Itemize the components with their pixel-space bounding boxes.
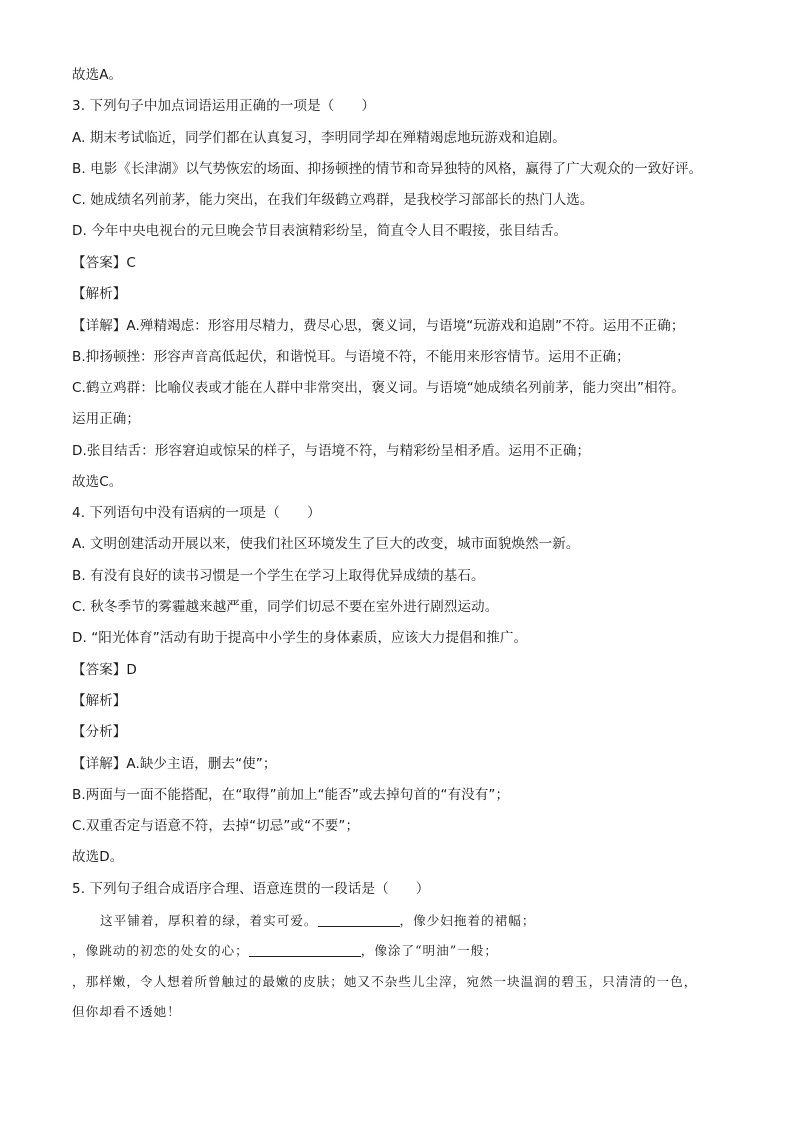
text-line: 故选C。 bbox=[72, 474, 123, 490]
answer-blank bbox=[318, 912, 400, 927]
option-c: C. 她成绩名列前茅，能力突出，在我们年级鹤立鸡群，是我校学习部部长的热门人选。 bbox=[72, 192, 594, 208]
question-3: 3. 下列句子中加点词语运用正确的一项是（ ） bbox=[72, 98, 376, 114]
explanation-line: B.两面与一面不能搭配，在“取得”前加上“能否”或去掉句首的“有没有”； bbox=[72, 787, 510, 803]
explanation-line: 运用正确； bbox=[72, 411, 140, 427]
explanation-line: D.张目结舌：形容窘迫或惊呆的样子，与语境不符，与精彩纷呈相矛盾。运用不正确； bbox=[72, 443, 591, 459]
option-c: C. 秋冬季节的雾霾越来越严重，同学们切忌不要在室外进行剧烈运动。 bbox=[72, 599, 499, 615]
option-d: D. 今年中央电视台的元旦晚会节目表演精彩纷呈，简直令人目不暇接，张目结舌。 bbox=[72, 223, 568, 239]
passage-line: ，那样嫩，令人想着所曾触过的最嫩的皮肤；她又不杂些儿尘滓，宛然一块温润的碧玉，只清清的一色， bbox=[72, 974, 698, 989]
analysis-label: 【解析】 bbox=[72, 693, 127, 709]
passage-text: 这平铺着，厚积着的绿，着实可爱。 bbox=[100, 913, 318, 928]
passage-text: ，像涂了“明油”一般； bbox=[360, 943, 498, 958]
text-line: 故选A。 bbox=[72, 67, 123, 83]
passage-text: ，像少妇拖着的裙幅； bbox=[399, 913, 536, 928]
option-d: D. “阳光体育”活动有助于提高中小学生的身体素质，应该大力提倡和推广。 bbox=[72, 630, 528, 646]
text-line: 故选D。 bbox=[72, 849, 124, 865]
passage-line: 但你却看不透她！ bbox=[72, 1004, 181, 1019]
option-a: A. 文明创建活动开展以来，使我们社区环境发生了巨大的改变，城市面貌焕然一新。 bbox=[72, 536, 580, 552]
explanation-line: B.抑扬顿挫：形容声音高低起伏，和谐悦耳。与语境不符，不能用来形容情节。运用不正确； bbox=[72, 349, 630, 365]
answer-blank bbox=[249, 942, 361, 957]
explanation-line: 【详解】A.缺少主语，删去“使”； bbox=[72, 756, 277, 772]
explanation-line: 【详解】A.殚精竭虑：形容用尽精力，费尽心思，褒义词，与语境“玩游戏和追剧”不符。运用不正确； bbox=[72, 318, 685, 334]
explanation-line: C.鹤立鸡群：比喻仪表或才能在人群中非常突出，褒义词。与语境“她成绩名列前茅，能力突出”相符。 bbox=[72, 380, 685, 396]
passage-line bbox=[100, 912, 535, 930]
answer-label: 【答案】C bbox=[72, 255, 136, 271]
analysis-label: 【解析】 bbox=[72, 286, 127, 302]
passage-line bbox=[72, 942, 498, 960]
option-a: A. 期末考试临近，同学们都在认真复习，李明同学却在殚精竭虑地玩游戏和追剧。 bbox=[72, 130, 566, 146]
question-4: 4. 下列语句中没有语病的一项是（ ） bbox=[72, 505, 321, 521]
explanation-line: C.双重否定与语意不符，去掉“切忌”或“不要”； bbox=[72, 818, 360, 834]
analysis-label: 【分析】 bbox=[72, 724, 127, 740]
answer-label: 【答案】D bbox=[72, 662, 137, 678]
passage-text: ，像跳动的初恋的处女的心； bbox=[72, 943, 249, 958]
option-b: B. 电影《长津湖》以气势恢宏的场面、抑扬顿挫的情节和奇异独特的风格，赢得了广大观众的一致好评。 bbox=[72, 161, 703, 177]
question-5: 5. 下列句子组合成语序合理、语意连贯的一段话是（ ） bbox=[72, 881, 430, 897]
option-b: B. 有没有良好的读书习惯是一个学生在学习上取得优异成绩的基石。 bbox=[72, 568, 485, 584]
